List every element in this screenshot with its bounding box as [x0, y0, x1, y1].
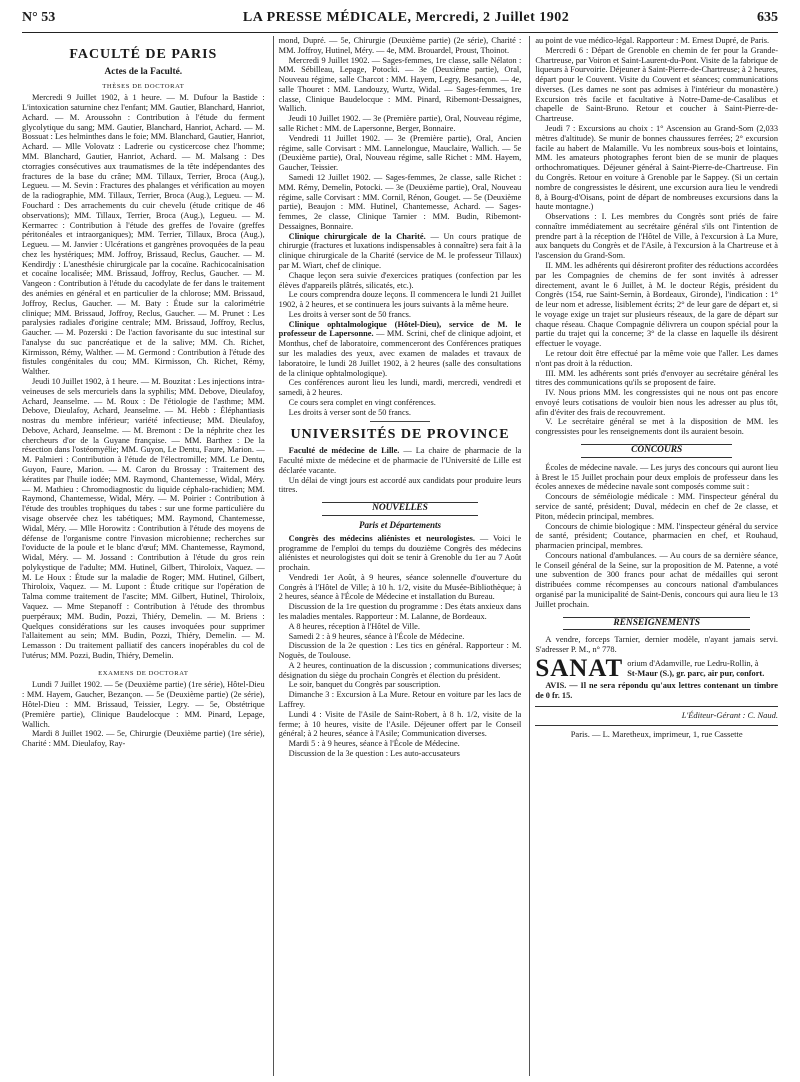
article-paragraph: Samedi 12 Juillet 1902. — Sages-femmes, 2e classe, salle Richet : MM. Rémy, Demelin, Potocki. — 3e (Deuxième partie), Oral, Nouveau régime, salle Corvisart : MM. Cornil, Rénon, Gouget. — 5e (Deuxième partie), Beaujon : MM. Hutinel, Chantemesse, Achard. — Sages-femmes, 2e classe, Clinique Tarnier : MM. Budin, Ribemont-Dessaignes, Bonnaire.	[278, 172, 522, 231]
article-paragraph: Écoles de médecine navale. — Les jurys des concours qui auront lieu à Brest le 15 Juillet prochain pour deux emplois de professeur dans les écoles annexes de médecine navale sont composés comme suit :	[535, 462, 779, 492]
universites-province-title: UNIVERSITÉS DE PROVINCE	[290, 427, 510, 443]
article-text: — Un cours pratique de chirurgie (fractures et luxations indispensables à connaître) sera fait à la clinique chirurgicale de la Charité (service de M. le professeur Tillaux) par M. Wiart, chef de clinique.	[278, 231, 522, 270]
sanat-line-1: orium d'Adamville, rue Ledru-Rollin, à	[627, 659, 759, 669]
article-paragraph: Jeudi 7 : Excursions au choix : 1° Ascension au Grand-Som (2,033 mètres d'altitude). Se munir de bonnes chaussures ferrées; 2° excursion facile au habert de Malamille. Vu les nombreux sous-bois et lointains, MM. les amateurs photographes feront bien de se munir de plaques orthochromatiques. Déjeuner général à Saint-Pierre-de-Chartreuse. Fin du Congrès. Retour en voiture à Grenoble par le Sappey. (Si un certain nombre de congressistes le désirent, une excursion aura lieu le vendredi 8, à Bourg-d'Oisans, point de départ de nombreuses excursions dans la haute montagne.)	[535, 124, 779, 212]
faculte-paris-title: FACULTÉ DE PARIS	[69, 47, 218, 62]
article-paragraph: Chaque leçon sera suivie d'exercices pratiques (confection par les élèves d'appareils plâtrés, silicatés, etc.).	[278, 270, 522, 290]
sanat-line-2: St-Maur (S.), gr. parc, air pur, confort.	[627, 668, 765, 678]
article-paragraph: A 8 heures, réception à l'Hôtel de Ville.	[288, 621, 420, 631]
article-paragraph: Un délai de vingt jours est accordé aux candidats pour produire leurs titres.	[278, 475, 522, 495]
article-text: — Voici le programme de l'emploi du temps du douzième Congrès des médecins aliénistes et neurologistes qui doit se tenir à Grenoble du 1er au 7 Août prochain.	[278, 533, 522, 573]
column-3	[529, 36, 778, 1076]
article-paragraph: Ce cours sera complet en vingt conférences.	[288, 397, 436, 407]
article-paragraph: Discussion de la 2e question : Les tics en général. Rapporteur : M. Noguès, de Toulouse.	[278, 641, 522, 661]
concours-heading	[535, 444, 778, 458]
page-header	[22, 10, 778, 33]
classified-ad: A vendre, forceps Tarnier, dernier modèle, n'ayant jamais servi. S'adresser P. M., n° 778.	[535, 635, 779, 655]
article-paragraph: Vendredi 11 Juillet 1902. — 3e (Première partie), Oral, Ancien régime, salle Corvisart : MM. Lannelongue, Mauclaire, Wallich. — 5e (Deuxième partie), Oral, Nouveau régime, salle Richet : MM. Hayem, Gaucher, Teissier.	[278, 133, 522, 173]
article-paragraph: Les droits à verser sont de 50 francs.	[288, 407, 412, 417]
issue-number: N° 53	[22, 10, 56, 25]
article-paragraph: Discussion de la 3e question : Les auto-accusateurs	[288, 748, 460, 758]
article-paragraph: Mardi 8 Juillet 1902. — 5e, Chirurgie (Deuxième partie) (1re série), Charité : MM. Dieulafoy, Ray-	[22, 729, 265, 749]
column-1	[22, 36, 265, 1076]
concours-title: CONCOURS	[581, 444, 732, 458]
article-paragraph: IV. Nous prions MM. les congressistes qui ne nous ont pas encore envoyé leurs cotisations de vouloir bien nous les adresser au plus tôt, afin d'éviter des frais de recouvrement.	[535, 388, 779, 417]
article-paragraph: Mercredi 9 Juillet 1902, à 1 heure. — M. Dufour la Bastide : L'intoxication saturnine chez l'enfant; MM. Gautier, Blanchard, Hanriot, Achard. — M. Aroussohn : Contribution à l'étude du ferment glycolytique du sang; MM. Gautier, Blanchard, Hanriot, Achard. — M. Bossuat : Les helminthes dans le foie; MM. Blanchard, Gautier, Hanriot, Achard. — Mlle Volovatz : Ladrerie ou cysticercose chez l'homme; MM. Blanchard, Gautier, Hanriot, Achard. — M. Malsang : Des ctorragies consécutives aux traumatismes de la tête indépendantes des fractures de la base du crâne; MM. Tillaux, Terrier, Broca (Aug.), Legueu. — M. Sevin : Fractures des phalanges et vérification au moyen de la radiographie, MM. Tillaux, Terrier, Broca (Aug.), Legueu. — M. Fouchard : Des arrachements du cuir chevelu (étude critique de 46 observations); MM. Tillaux, Terrier, Broca (Aug.), Legueu. — M. Kermarrec : Contribution à l'étude des greffes de l'ovaire (greffes péritonéales et intraorganiques); MM. Terrier, Tillaux, Broca (Aug.), Legueu. — M. Janvier : Ulcérations et gangrènes provoquées de la peau chez les hystériques; MM. Joffroy, Brissaud, Reclus, Gaucher. — M. Kendirdjy : L'anesthésie chirurgicale par la cocaïne. Rachicocaïnisation et cocaïne localisée; MM. Brissaud, Joffroy, Reclus, Gaucher. — M. Vangeon : Contribution à l'étude du cacodylate de fer dans le traitement des anémies en général et en particulier de la chlorose; MM. Brissaud, Joffroy, Reclus, Gaucher. — M. Baty : Étude sur la calorimétrie clinique; MM. Brissaud, Joffroy, Reclus, Gaucher. — M. Prunet : Les paralysies radiales d'origine centrale; MM. Brissaud, Joffroy, Reclus, Gaucher. — M. Pozerski : De l'action favorisante du suc intestinal sur l'analyse du suc pancréatique et de la salive; MM. Ch. Richet, Kirmisson, Rémy, Walther. — M. Germond : Contribution à l'étude des fistules congénitales du cou; MM. Kirmisson, Ch. Richet, Rémy, Walther.	[22, 93, 265, 377]
lille-title: Faculté de médecine de Lille.	[288, 446, 400, 456]
article-paragraph: Dimanche 3 : Excursion à La Mure. Retour en voiture par les lacs de Laffrey.	[278, 690, 522, 709]
sanatorium-ad	[535, 654, 778, 682]
theses-label: THÈSES DE DOCTORAT	[102, 82, 185, 90]
article-paragraph: Jeudi 10 Juillet 1902. — 3e (Première partie), Oral, Nouveau régime, salle Richet : MM. de Lapersonne, Berger, Bonnaire.	[278, 114, 522, 134]
article-paragraph: Ces conférences auront lieu les lundi, mardi, mercredi, vendredi et samedi, à 2 heures.	[278, 378, 522, 398]
article-paragraph: Concours de séméiologie médicale : MM. l'inspecteur général du service de santé, président; Duval, médecin en chef de 2e classe, et Piton, médecin principal, membres.	[535, 492, 779, 521]
article-paragraph: au point de vue médico-légal. Rapporteur : M. Ernest Dupré, de Paris.	[535, 36, 770, 45]
charite-title: Clinique chirurgicale de la Charité.	[288, 231, 426, 241]
article-paragraph: Le soir, banquet du Congrès par souscription.	[288, 680, 441, 690]
article-paragraph: Mardi 5 : à 9 heures, séance à l'École de Médecine.	[288, 739, 460, 749]
article-paragraph: Concours de chimie biologique : MM. l'inspecteur général du service de santé, président; Coutance, pharmacien en chef, et Rouhaud, pharmacien principal, membres.	[535, 521, 779, 551]
article-paragraph: Samedi 2 : à 9 heures, séance à l'École de Médecine.	[288, 631, 465, 641]
nouvelles-title: NOUVELLES	[322, 502, 478, 516]
columns	[22, 36, 778, 1076]
divider	[370, 421, 430, 422]
article-paragraph: Lundi 4 : Visite de l'Asile de Saint-Robert, à 8 h. 1/2, visite de la ferme; à 10 heures, visite de l'Asile. Déjeuner offert par le Conseil général; à 2 heures, séance à l'Asile; Communication diverses.	[278, 709, 522, 739]
article-paragraph: Observations : I. Les membres du Congrès sont priés de faire connaître immédiatement au secrétaire général s'ils ont l'intention de prendre part à la réception de l'Hôtel de Ville, à l'excursion à La Mure, aux banquets du Congrès et de l'Asile, à l'excursion à la Chartreuse et à l'ascension du Grand-Som.	[535, 212, 779, 261]
article-paragraph: Le cours comprendra douze leçons. Il commencera le lundi 21 Juillet 1902, à 2 heures, et se continuera les jours suivants à la même heure.	[278, 290, 522, 310]
article-text: — MM. Scrini, chef de clinique adjoint, et Monthus, chef de laboratoire, commenceront des Conférences pratiques sur les maladies des yeux, avec examen de malades et travaux de laboratoire, le lundi 28 Juillet 1902, à 2 heures (salle des consultations de la clinique ophtalmologique).	[278, 329, 522, 378]
article-paragraph: III. MM. les adhérents sont priés d'envoyer au secrétaire général les titres des communications qu'ils se proposent de faire.	[535, 368, 779, 388]
article-paragraph: V. Le secrétaire général se met à la disposition de MM. les congressistes pour les renseignements dont ils auraient besoin.	[535, 417, 779, 437]
article-paragraph: Jeudi 10 Juillet 1902, à 1 heure. — M. Bouzitat : Les injections intra-veineuses de sels mercuriels dans la syphilis; MM. Debove, Dieulafoy, Achard, Jeanselme. — M. Roux : De l'étiologie de l'asthme; MM. Debove, Dieulafoy, Achard, Jeanselme. — M. Hebb : Éléphantiasis nostras du membre inférieur; variété infectieuse; MM. Dieulafoy, Debove, Achard, Jeanselme. — M. Bremont : De la néphrite chez les chercheurs d'or de la Guyane française. — MM. Barthez : De la résection dans l'ostéomyélie; MM. Guyon, Le Dentu, Faure, Marion. — M. Palmieri : Contribution à l'étude de l'électromille; MM. Le Dentu, Guyon, Faure, Marion. — M. Caron du Brossay : Traitement des kératites par l'huile iodée; MM. Raymond, Chantemesse, Widal, Méry. — M. Mathieu : Chromodiagnostic du liquide céphalo-rachidien; MM. Raymond, Chantemesse, Widal, Méry. — M. Poirier : Contribution à l'étude des troubles trophiques du tabes : sur une forme particulière du visage observée chez les tabétiques; MM. Raymond, Chantemesse, Widal, Méry. — Mlle Horowitz : Contribution à l'étude des moyens de défense de l'organisme contre l'invasion microbienne; recherches sur l'oviducte de la poule et le blanc d'œuf; MM. Chantemesse, Raymond, Widal, Méry. — M. Jossand : Contribution à l'étude du gros rein polykystique de l'adulte; MM. Hutinel, Gilbert, Thiroloix, Vaquez. — M. Le Houx : Étude sur la maladie de Roger; MM. Hutinel, Gilbert, Thiroloix, Vaquez. — M. Lupont : Étude critique sur l'opération de Talma comme traitement de l'ascite; MM. Gilbert, Hutinel, Thiroloix, Vaquez. — Mme Stepanoff : Contribution à l'étude des thrombus puerpéraux; MM. Budin, Pozzi, Thiéry, Demelin. — M. Briens : Quelques considérations sur les causes invoquées pour supprimer l'allaitement au sein; MM. Budin, Pozzi, Thiéry, Demelin. — M. Lemasson : Du traitement palliatif des cancers inopérables du col de l'utérus; MM. Pozzi, Budin, Thiéry, Demelin.	[22, 377, 265, 660]
actes-faculte-title: Actes de la Faculté.	[104, 66, 183, 77]
printer-line: Paris. — L. Maretheux, imprimeur, 1, rue Cassette	[535, 725, 778, 740]
examens-label: EXAMENS DE DOCTORAT	[98, 669, 189, 677]
congres-title: Congrès des médecins aliénistes et neurologistes.	[288, 533, 475, 543]
article-paragraph: Mercredi 9 Juillet 1902. — Sages-femmes, 1re classe, salle Nélaton : MM. Sébilleau, Lepage, Potocki. — 3e (Deuxième partie), Oral, Nouveau régime, salle Charcot : MM. Hayem, Legry, Besançon. — 4e, salle Thouret : MM. Landouzy, Wurtz, Widal. — Sages-femmes, 1re classe, Clinique Baudelocque : MM. Pinard, Ribemont-Dessaignes, Wallich.	[278, 55, 522, 114]
article-paragraph: A 2 heures, continuation de la discussion ; communications diverses; désignation du siège du prochain Congrès et élection du président.	[278, 660, 522, 680]
page-number: 635	[756, 10, 778, 25]
article-paragraph: Le retour doit être effectué par la même voie que l'aller. Les dames n'ont pas droit à la réduction.	[535, 349, 779, 368]
editor-line: L'Éditeur-Gérant : C. Naud.	[535, 706, 778, 721]
article-paragraph: Mercredi 6 : Départ de Grenoble en chemin de fer pour la Grande-Chartreuse, par Voiron et Saint-Laurent-du-Pont. Visite de la fabrique de liqueurs à Fourvoirie. Déjeuner à Saint-Pierre-de-Chartreuse; à 2 heures, départ pour le Couvent. Visite du Couvent et séances; communications diverses. (Les dames ne sont pas admises à l'intérieur du monastère.) Excursion très facile et facultative à Notre-Dame-de-Casalibus et chapelle de Saint-Bruno. Retour et coucher à Saint-Pierre-de-Chartreuse.	[535, 45, 779, 124]
article-paragraph: Concours national d'ambulances. — Au cours de sa dernière séance, le Conseil général de la Seine, sur la proposition de M. Patenne, a voté une subvention de 300 francs pour achat de médailles qui seront distribuées comme récompenses au concours national d'ambulances organisé par la municipalité de Saint-Denis, concours qui aura lieu le 13 Juillet prochain.	[535, 550, 779, 609]
article-paragraph: mond, Dupré. — 5e, Chirurgie (Deuxième partie) (2e série), Charité : MM. Joffroy, Hutinel, Méry. — 4e, MM. Brouardel, Proust, Thoinot.	[278, 36, 522, 55]
renseignements-title: RENSEIGNEMENTS	[563, 617, 750, 631]
article-paragraph: Lundi 7 Juillet 1902. — 5e (Deuxième partie) (1re série), Hôtel-Dieu : MM. Hayem, Gaucher, Bezançon. — 5e (Deuxième partie) (2e série), Hôtel-Dieu : MM. Brissaud, Teissier, Legry. — 5e, Obstétrique (Première partie), Clinique Baudelocque : MM. Pinard, Lepage, Wallich.	[22, 680, 265, 729]
sanat-big-letters: SANAT	[535, 654, 624, 682]
article-paragraph: Les droits à verser sont de 50 francs.	[288, 309, 412, 319]
renseignements-heading	[535, 617, 778, 631]
avis-notice: AVIS. — Il ne sera répondu qu'aux lettres contenant un timbre de 0 fr. 15.	[535, 680, 779, 700]
column-2	[273, 36, 522, 1076]
sanat-text	[627, 659, 764, 678]
article-text: — La chaire de pharmacie de la Faculté mixte de médecine et de pharmacie de l'Université de Lille est déclarée vacante.	[278, 446, 522, 475]
article-paragraph: Discussion de la 1re question du programme : Des états anxieux dans les maladies mentales. Rapporteur : M. Lalanne, de Bordeaux.	[278, 602, 522, 621]
article-paragraph: Vendredi 1er Août, à 9 heures, séance solennelle d'ouverture du Congrès à l'Hôtel de Ville; à 10 h. 1/2, visite du Musée-Bibliothèque; à 2 heures, séance à l'École de Médecine et installation du Bureau.	[278, 572, 522, 602]
masthead-title: LA PRESSE MÉDICALE, Mercredi, 2 Juillet 1902	[242, 10, 570, 25]
paris-departements-title: Paris et Départements	[359, 519, 441, 530]
ophtal-title: Clinique ophtalmologique (Hôtel-Dieu), service de M. le professeur de Lapersonne.	[278, 319, 522, 339]
nouvelles-heading	[279, 502, 522, 516]
article-paragraph: II. MM. les adhérents qui désireront profiter des réductions accordées par les Compagnies de chemins de fer sont invités à adresser directement, avant le 6 Juillet, à M. le docteur Régis, président du Congrès (154, rue Saint-Sernin, à Bordeaux, Gironde), l'indication : 1° de leur nom et adresse, lisiblement écrits; 2° de leur gare de départ et, si le voyage exige un trajet sur plusieurs réseaux, de la gare de départ sur chaque réseau. Chaque Compagnie délivrera un coupon spécial pour la partie du trajet qui la concerne; 3° de la classe en laquelle ils désirent effectuer le voyage.	[535, 260, 779, 349]
